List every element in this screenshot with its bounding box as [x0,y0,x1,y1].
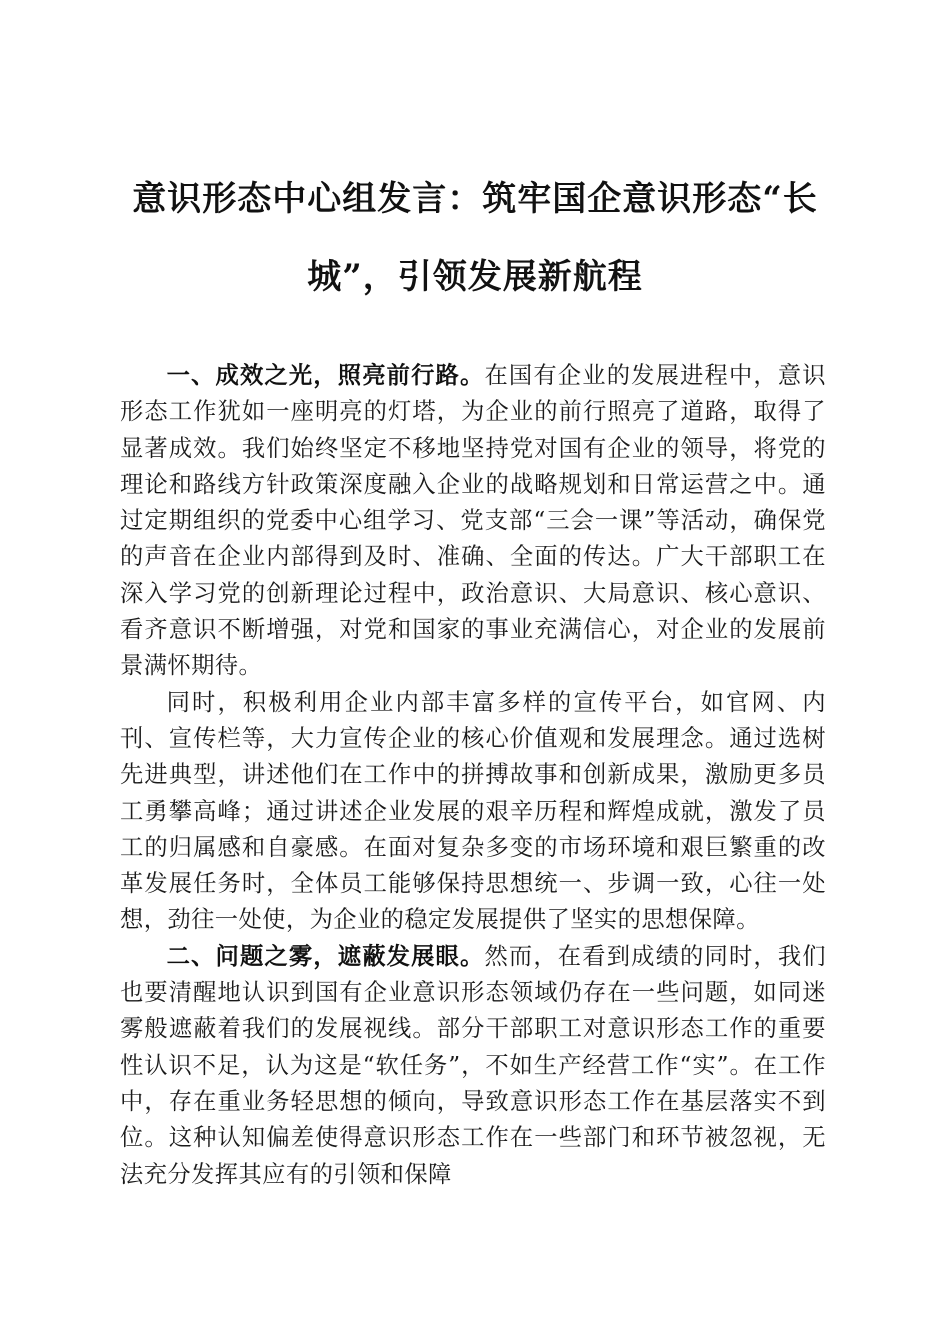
paragraph-2 [120,685,826,939]
paragraph-3-text: 然而，在看到成绩的同时，我们也要清醒地认识到国有企业意识形态领域仍存在一些问题，如同迷雾般遮蔽着我们的发展视线。部分干部职工对意识形态工作的重要性认识不足，认为这是“软任务”，不如生产经营工作“实”。在工作中，存在重业务轻思想的倾向，导致意识形态工作在基层落实不到位。这种认知偏差使得意识形态工作在一些部门和环节被忽视，无法充分发挥其应有的引领和保障 [120,942,826,1188]
paragraph-1-text: 在国有企业的发展进程中，意识形态工作犹如一座明亮的灯塔，为企业的前行照亮了道路，取得了显著成效。我们始终坚定不移地坚持党对国有企业的领导，将党的理论和路线方针政策深度融入企业的战略规划和日常运营之中。通过定期组织的党委中心组学习、党支部“三会一课”等活动，确保党的声音在企业内部得到及时、准确、全面的传达。广大干部职工在深入学习党的创新理论过程中，政治意识、大局意识、核心意识、看齐意识不断增强，对党和国家的事业充满信心，对企业的发展前景满怀期待。 [120,362,826,680]
section-heading-2: 二、问题之雾，遮蔽发展眼。 [166,942,485,970]
paragraph-1 [120,358,826,685]
section-heading-1: 一、成效之光，照亮前行路。 [166,362,485,389]
paragraph-2-text: 同时，积极利用企业内部丰富多样的宣传平台，如官网、内刊、宣传栏等，大力宣传企业的核心价值观和发展理念。通过选树先进典型，讲述他们在工作中的拼搏故事和创新成果，激励更多员工勇攀高峰；通过讲述企业发展的艰辛历程和辉煌成就，激发了员工的归属感和自豪感。在面对复杂多变的市场环境和艰巨繁重的改革发展任务时，全体员工能够保持思想统一、步调一致，心往一处想，劲往一处使，为企业的稳定发展提供了坚实的思想保障。 [120,688,826,934]
paragraph-3 [120,939,826,1193]
document-title: 意识形态中心组发言：筑牢国企意识形态“长城”，引领发展新航程 [132,179,818,297]
document-body [120,358,826,1218]
